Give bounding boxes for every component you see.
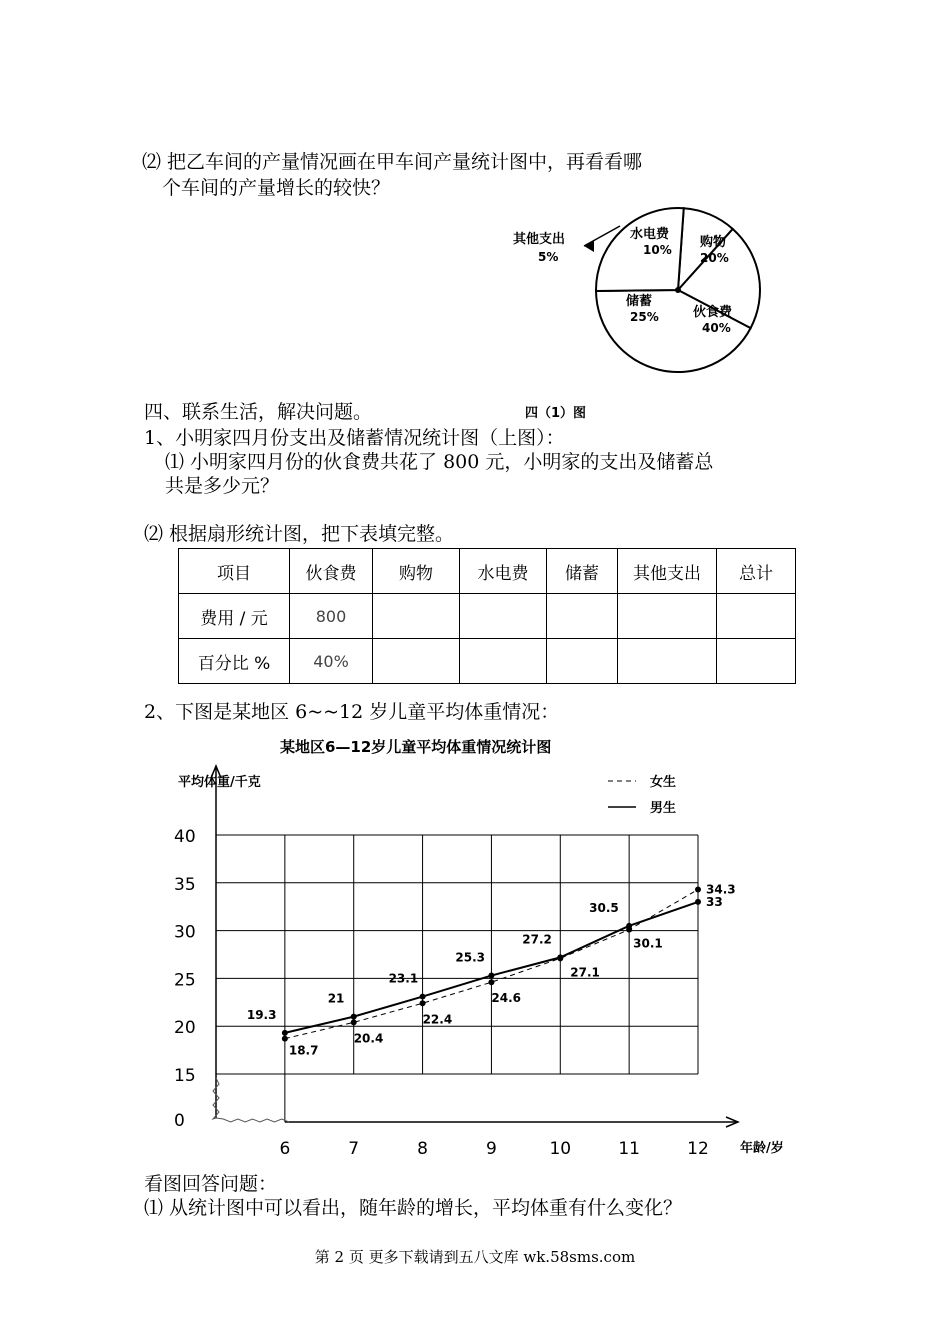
y-tick-label: 0 [174,1111,185,1131]
x-tick-label: 7 [348,1139,360,1159]
data-point [282,1030,288,1036]
table-header-cell: 储蓄 [547,549,618,594]
table-cell-empty [373,594,460,639]
data-point [420,1000,426,1006]
page-footer: 第 2 页 更多下载请到五八文库 wk.58sms.com [314,1248,636,1266]
problem2-title: 2、下图是某地区 6~~12 岁儿童平均体重情况： [144,701,560,723]
pie-label-food: 伙食费 [693,305,733,320]
data-label: 30.5 [589,900,619,915]
axis-break [213,1078,289,1122]
pie-pct-savings: 25% [630,310,659,324]
data-point [557,954,563,960]
data-label: 21 [327,991,345,1006]
pie-pointer-arrow [584,240,594,252]
pie-slices [596,208,760,372]
table-cell-empty [460,594,547,639]
problem1-title: 1、小明家四月份支出及储蓄情况统计图（上图）： [144,427,565,449]
table-header-cell: 其他支出 [618,549,717,594]
x-tick-label: 6 [279,1139,291,1159]
chart-title: 某地区6—12岁儿童平均体重情况统计图 [280,738,552,756]
legend-male: 男生 [650,801,677,816]
question-2-line1: ⑵ 把乙车间的产量情况画在甲车间产量统计图中，再看看哪 [142,151,643,173]
pie-center [675,287,681,293]
pie-caption: 四（1）图 [525,406,587,421]
data-point [351,1014,357,1020]
problem2-after: 看图回答问题： [144,1173,278,1195]
table-header-row [179,549,796,594]
pie-chart [490,198,786,374]
table-header-cell: 项目 [179,549,290,594]
pie-label-utility: 水电费 [630,227,670,242]
line-chart [160,728,820,1168]
data-point [351,1019,357,1025]
table-cell: 40% [290,639,373,684]
table-cell-empty [547,639,618,684]
pie-pct-food: 40% [702,321,731,335]
x-tick-label: 9 [486,1139,497,1159]
data-point [488,973,494,979]
table-row [179,639,796,684]
table-cell-empty [717,594,796,639]
problem1-q1-line2: 共是多少元？ [165,475,280,497]
question-2-line2: 个车间的产量增长的较快？ [162,177,391,199]
data-point [420,994,426,1000]
pie-pct-other: 5% [538,250,559,264]
y-tick-label: 30 [174,922,196,943]
data-point [695,899,701,905]
table-cell-empty [618,639,717,684]
legend-female: 女生 [650,775,677,790]
table-cell: 800 [290,594,373,639]
pie-label-shopping: 购物 [700,235,727,250]
y-tick-label: 20 [174,1018,196,1039]
data-label: 19.3 [246,1007,277,1022]
table-cell-empty [618,594,717,639]
table-cell-empty [373,639,460,684]
x-tick-label: 11 [618,1139,640,1159]
problem1-q2: ⑵ 根据扇形统计图，把下表填完整。 [144,523,455,545]
expense-table [178,548,796,684]
y-tick-label: 15 [174,1066,196,1086]
data-point [282,1036,288,1042]
table-cell-empty [547,594,618,639]
chart-ylabel: 平均体重/千克 [178,775,261,790]
x-tick-label: 10 [549,1139,572,1159]
table-header-cell: 水电费 [460,549,547,594]
data-label: 27.2 [522,932,552,947]
table-header-cell: 伙食费 [290,549,373,594]
x-tick-label: 8 [417,1139,428,1159]
table-cell-empty [460,639,547,684]
problem2-q1: ⑴ 从统计图中可以看出，随年龄的增长，平均体重有什么变化？ [144,1197,683,1219]
pie-pct-shopping: 20% [700,251,729,265]
x-tick-label: 12 [687,1139,709,1159]
data-label: 24.6 [491,991,522,1006]
data-label: 20.4 [353,1031,384,1046]
table-cell-empty [717,639,796,684]
pie-label-other: 其他支出 [513,232,566,247]
data-label: 33 [706,894,723,909]
y-tick-label: 25 [174,970,196,991]
table-header-cell: 购物 [373,549,460,594]
y-tick-label: 40 [174,827,196,847]
table-header-cell: 总计 [717,549,796,594]
data-label: 30.1 [633,936,663,951]
data-label: 27.1 [570,965,600,980]
table-row [179,594,796,639]
y-tick-label: 35 [174,874,196,895]
table-cell: 费用 / 元 [179,594,290,639]
chart-grid [216,835,698,1122]
problem1-q1-line1: ⑴ 小明家四月份的伙食费共花了 800 元，小明家的支出及储蓄总 [165,451,714,473]
data-point [488,979,494,985]
data-label: 34.3 [706,882,736,897]
section4-heading: 四、联系生活，解决问题。 [144,401,373,423]
table-cell: 百分比 % [179,639,290,684]
chart-xlabel: 年龄/岁 [740,1141,784,1156]
data-label: 25.3 [455,950,486,965]
pie-pct-utility: 10% [643,243,672,257]
data-point [626,923,632,929]
pie-label-savings: 储蓄 [626,294,653,309]
data-label: 22.4 [422,1012,453,1027]
data-point [695,886,701,892]
data-label: 23.1 [388,971,419,986]
data-label: 18.7 [288,1043,319,1058]
